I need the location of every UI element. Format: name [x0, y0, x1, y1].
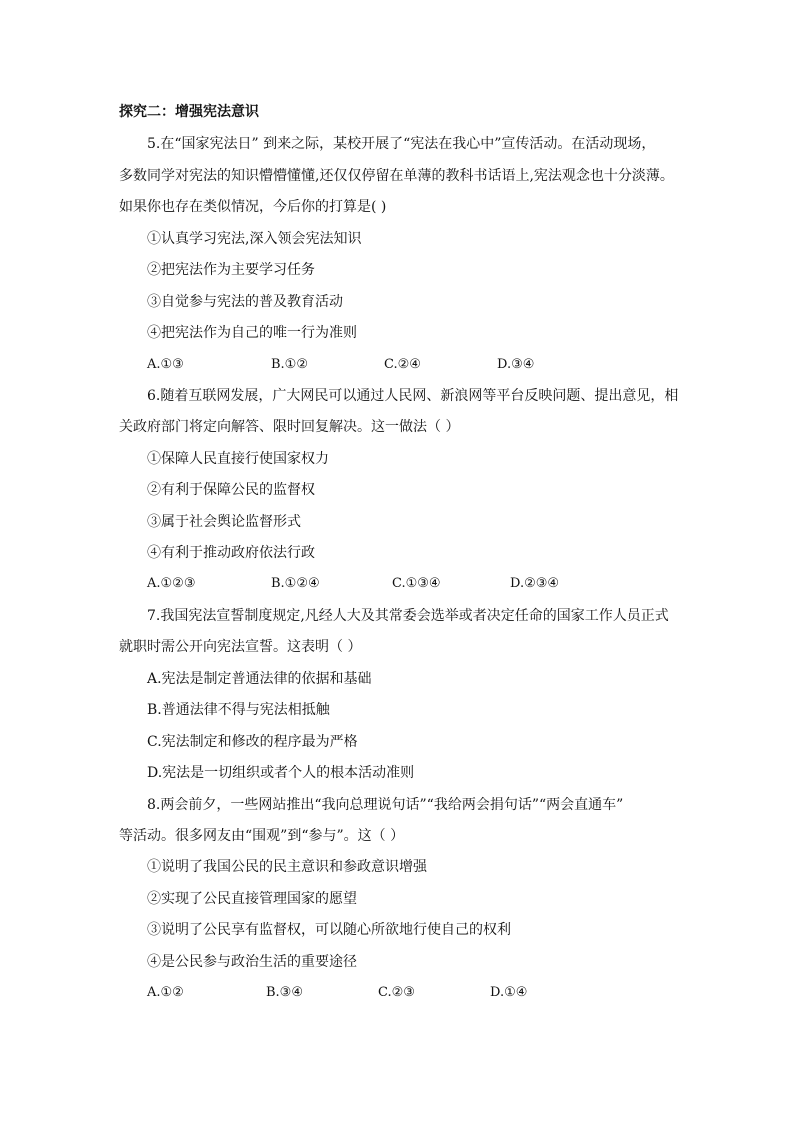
q7-stem-line-2: 就职时需公开向宪法宣誓。这表明（ ） [119, 639, 362, 655]
q8-item-4: ④是公民参与政治生活的重要途径 [147, 954, 357, 970]
q8-stem-line-1: 8.两会前夕，一些网站推出“我向总理说句话”“我给两会捐句话”“两会直通车” [147, 797, 624, 813]
q7-choice-a: A.宪法是制定普通法律的依据和基础 [147, 671, 372, 687]
q6-item-4: ④有利于推动政府依法行政 [147, 545, 315, 561]
q5-stem-line-3: 如果你也存在类似情况，今后你的打算是( ) [119, 199, 387, 215]
q6-choice-a: A.①②③ [147, 576, 196, 591]
q5-choice-a: A.①③ [147, 357, 184, 372]
q8-choice-c: C.②③ [378, 985, 415, 1000]
q7-choice-b: B.普通法律不得与宪法相抵触 [147, 702, 330, 718]
q8-choice-b: B.③④ [266, 985, 303, 1000]
q6-stem-line-1: 6.随着互联网发展，广大网民可以通过人民网、新浪网等平台反映问题、提出意见，相 [147, 388, 679, 404]
q5-stem-line-1: 5.在“国家宪法日” 到来之际，某校开展了“宪法在我心中”宣传活动。在活动现场， [147, 136, 656, 152]
q6-item-2: ②有利于保障公民的监督权 [147, 482, 315, 498]
q8-choice-a: A.①② [147, 985, 184, 1000]
q8-choice-d: D.①④ [490, 985, 528, 1000]
q8-item-2: ②实现了公民直接管理国家的愿望 [147, 891, 357, 907]
q5-choice-c: C.②④ [384, 357, 421, 372]
q5-stem-line-2: 多数同学对宪法的知识懵懵懂懂,还仅仅停留在单薄的教科书话语上,宪法观念也十分淡薄。 [119, 168, 674, 184]
q5-item-1: ①认真学习宪法,深入领会宪法知识 [147, 231, 362, 247]
q7-choice-d: D.宪法是一切组织或者个人的根本活动准则 [147, 765, 415, 781]
q5-item-2: ②把宪法作为主要学习任务 [147, 262, 315, 278]
section-title: 探究二：增强宪法意识 [119, 104, 259, 120]
q7-choice-c: C.宪法制定和修改的程序最为严格 [147, 734, 358, 750]
q5-item-4: ④把宪法作为自己的唯一行为准则 [147, 325, 357, 341]
q5-choice-d: D.③④ [497, 357, 535, 372]
q8-item-1: ①说明了我国公民的民主意识和参政意识增强 [147, 859, 427, 875]
q6-stem-line-2: 关政府部门将定向解答、限时回复解决。这一做法（ ） [119, 419, 460, 435]
q5-choice-b: B.①② [271, 357, 308, 372]
q8-item-3: ③说明了公民享有监督权，可以随心所欲地行使自己的权利 [147, 922, 511, 938]
q7-stem-line-1: 7.我国宪法宣誓制度规定,凡经人大及其常委会选举或者决定任命的国家工作人员正式 [147, 608, 669, 624]
q6-choice-b: B.①②④ [271, 576, 320, 591]
q6-choice-c: C.①③④ [392, 576, 441, 591]
q8-stem-line-2: 等活动。很多网友由“围观”到“参与”。这（ ） [119, 828, 405, 844]
q6-choice-d: D.②③④ [510, 576, 560, 591]
q5-item-3: ③自觉参与宪法的普及教育活动 [147, 294, 343, 310]
q6-item-3: ③属于社会舆论监督形式 [147, 514, 301, 530]
q6-item-1: ①保障人民直接行使国家权力 [147, 451, 329, 467]
